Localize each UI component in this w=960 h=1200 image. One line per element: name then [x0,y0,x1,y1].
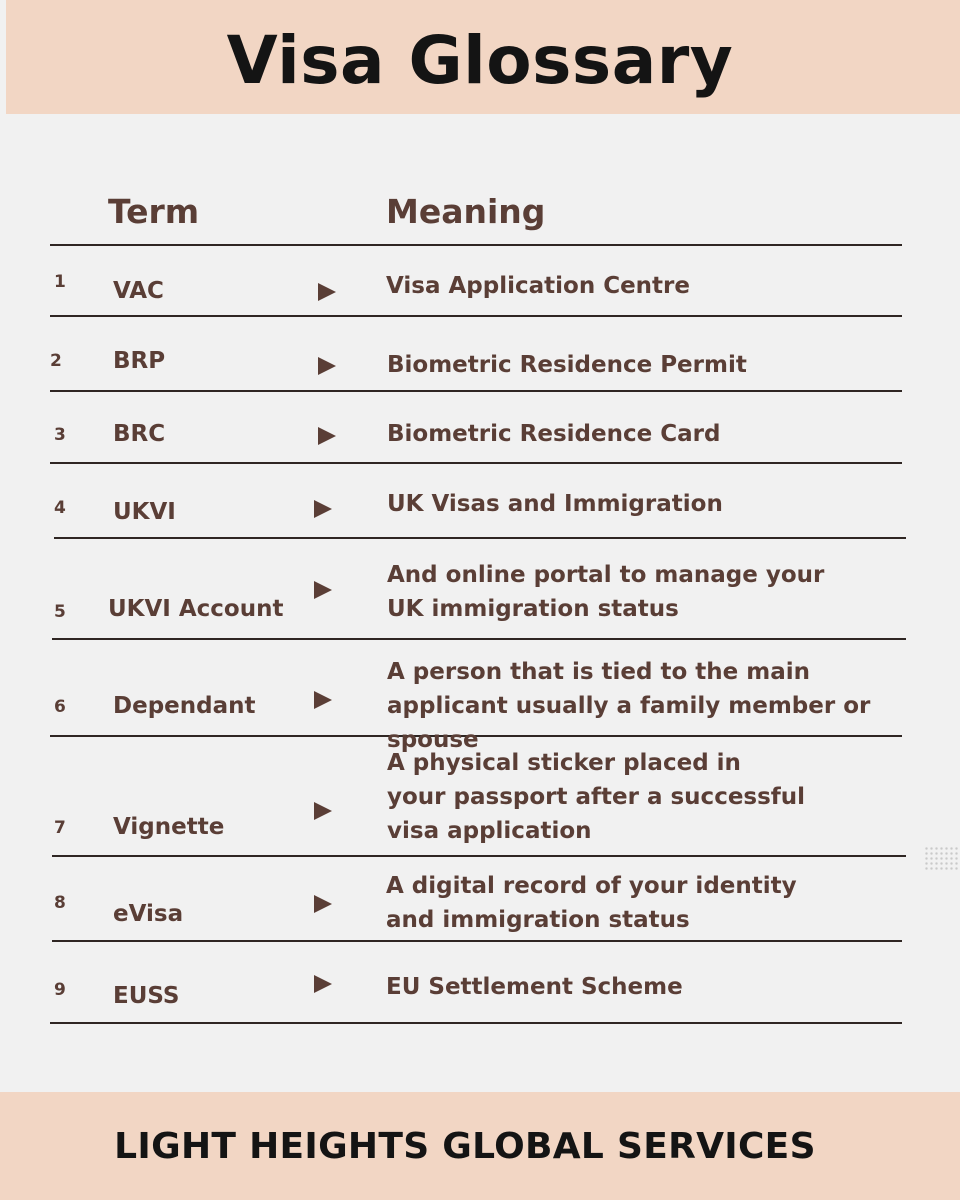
term-cell: UKVI [113,499,176,525]
term-cell: EUSS [113,983,180,1009]
decorative-dots [924,846,960,872]
meaning-cell: Biometric Residence Permit [387,352,747,378]
term-cell: UKVI Account [108,596,284,622]
meaning-cell: A physical sticker placed in your passport after a successful visa application [387,750,806,844]
row-number: 6 [54,697,66,717]
divider [50,390,902,392]
arrow-icon [314,975,332,993]
meaning-cell: UK Visas and Immigration [387,491,723,517]
row-number: 1 [54,272,66,292]
term-cell: BRC [113,421,166,447]
term-cell: BRP [113,348,166,374]
divider [54,537,906,539]
meaning-cell: Visa Application Centre [386,273,690,299]
arrow-icon [314,581,332,599]
meaning-cell: A person that is tied to the main applicant usually a family member or spouse [387,659,871,753]
arrow-icon [314,691,332,709]
meaning-cell: EU Settlement Scheme [386,974,683,1000]
company-name: LIGHT HEIGHTS GLOBAL SERVICES [114,1126,816,1167]
divider [52,855,906,857]
row-number: 4 [54,498,66,518]
row-number: 9 [54,980,66,1000]
divider [50,1022,902,1024]
divider [52,940,902,942]
arrow-icon [318,283,336,301]
row-number: 8 [54,893,66,913]
term-cell: eVisa [113,901,184,927]
column-header-meaning: Meaning [386,192,546,231]
arrow-icon [314,895,332,913]
divider [50,315,902,317]
term-cell: Vignette [113,814,225,840]
page-title: Visa Glossary [226,22,734,99]
divider [50,462,902,464]
arrow-icon [318,427,336,445]
row-number: 5 [54,602,66,622]
meaning-cell: And online portal to manage your UK immigration status [387,562,825,622]
arrow-icon [314,500,332,518]
term-cell: VAC [113,278,164,304]
term-cell: Dependant [113,693,256,719]
meaning-cell: A digital record of your identity and immigration status [386,873,797,933]
column-header-term: Term [108,192,200,231]
arrow-icon [318,357,336,375]
divider [52,638,906,640]
meaning-cell: Biometric Residence Card [387,421,721,447]
divider [50,244,902,246]
arrow-icon [314,802,332,820]
row-number: 2 [50,351,62,371]
row-number: 7 [54,818,66,838]
row-number: 3 [54,425,66,445]
